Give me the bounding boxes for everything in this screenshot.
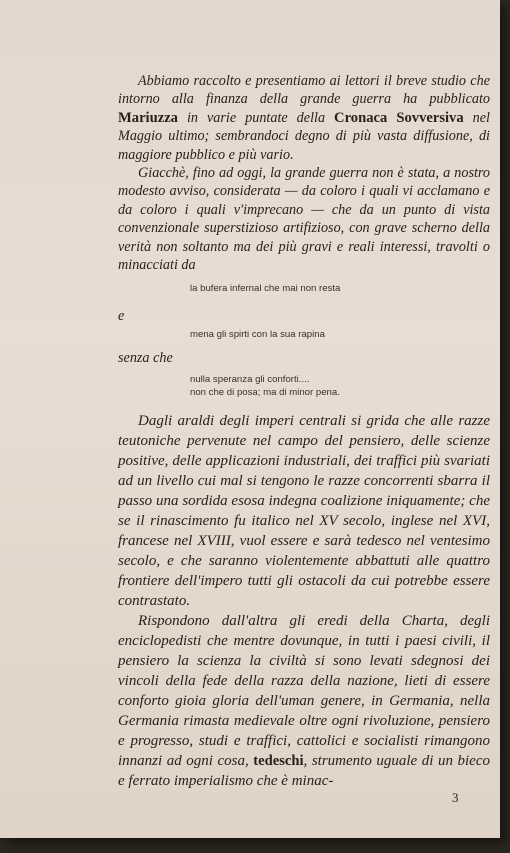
page-text <box>118 72 490 791</box>
para4-text-b: , strumento uguale di un bieco e ferrato imperialismo che è minac- <box>118 753 490 790</box>
verse-line-2: mena gli spirti con la sua rapina <box>190 328 325 340</box>
verse-line-1: la bufera infernal che mai non resta <box>190 283 341 295</box>
verse-line-4: non che di posa; ma di minor pena. <box>190 387 340 399</box>
connector-senza-che: senza che <box>118 349 173 366</box>
page-number: 3 <box>452 790 459 805</box>
connector-e: e <box>118 308 125 325</box>
para1-text-a: Abbiamo raccolto e presentiamo ai lettori il breve studio che intorno alla finanza della grande guerra ha pubblicato <box>118 73 490 108</box>
paragraph-intro <box>118 72 490 164</box>
para1-text-c: nel Maggio ultimo; sembrandoci degno di più vasta diffusione, di maggiore pubblico e più vario. <box>118 109 490 163</box>
para1-text-b: in varie puntate della <box>177 109 335 126</box>
author-name: Mariuzza <box>118 109 178 126</box>
periodical-name: Cronaca Sovversiva <box>334 109 464 126</box>
para4-text-a: Rispondono dall'altra gli eredi della Charta, degli enciclopedisti che mentre dovunque, in tutti i paesi civili, il pensiero la scienza la civiltà si sono levati sdegnosi dei vincoli della fede della razza della nazione, lieti di essere conforto gioia gloria dell'uman genere, in Germania, nella Germania rimasta medievale oltre ogni rivoluzione, pensiero e progresso, studi e traffici, cattolici e socialisti rimangono innanzi ad ogni cosa, <box>118 613 490 770</box>
emphasis-tedeschi: tedeschi <box>253 753 304 770</box>
paragraph-central-empires: Dagli araldi degli imperi centrali si grida che alle razze teutoniche pervenute nel campo del pensiero, delle scienze positive, delle applicazioni industriali, dei traffici più svariati ad un livello cui mal si tengono le razze concorrenti sbarra il passo una sordida esosa indegna coalizione iniquamente; che se il rinascimento fu italico nel XV secolo, inglese nel XVI, francese nel XVIII, vuol essere e sarà tedesco nel ventesimo secolo, e che saranno violentemente abbattuti alle quattro frontiere dell'impero tutti gli ostacoli da cui potrebbe essere contrastato. <box>118 413 490 610</box>
paragraph-response <box>118 611 490 791</box>
paragraph-war: Giacchè, fino ad oggi, la grande guerra non è stata, a nostro modesto avviso, considerata — da coloro i quali vi acclamano e da coloro i quali v'imprecano — che da un punto di vista convenzionale superstizioso artifizioso, con grave scherno della verità non soltanto ma dei più gravi e reali interessi, travolti o minacciati da <box>118 165 490 274</box>
verse-line-3: nulla speranza gli conforti.... <box>190 374 310 386</box>
